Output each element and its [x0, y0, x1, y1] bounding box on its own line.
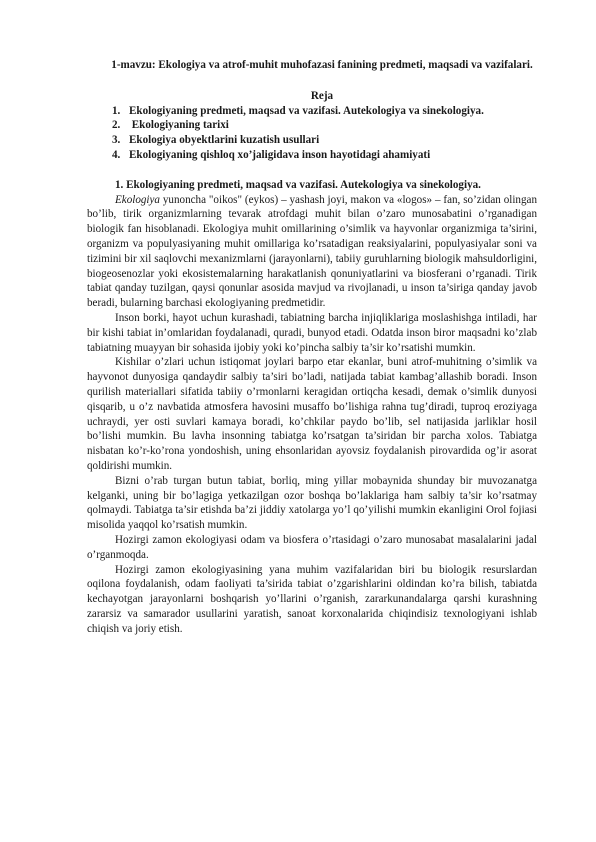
paragraph-text: yunoncha "oikos" (eykos) – yashash joyi, makon va «logos» – fan, so’zidan olingan bo’lib, tirik organizmlarning tevarak atrofdagi muhit bilan o’zaro munosabatini o’rganadigan biologik fan hisoblanadi. Ekologiya muhit omillarining o’simlik va hayvonlar organizmiga ta’sirini, organizm va populyasiyaning muhit omillariga ko’rsatadigan reaksiyalarini, populyasiyalar soni va tizimini bir xil saqlovchi mexanizmlarni (jarayonlarni), tabiiy guruhlarning biologik mahsuldorligini, biogeosenozlar yoki ekosistemalarning harakatlanish qonuniyatlarini va biosferani o’rganadi. Tirik tabiat qanday tuzilgan, qaysi qonunlar asosida mavjud va rivojlanadi, u inson ta’siriga qanday javob beradi, bularning barchasi ekologiyaning predmetidir. [87, 193, 537, 310]
paragraph: Hozirgi zamon ekologiyasining yana muhim vazifalaridan biri bu biologik resurslardan oqilona foydalanish, odam faoliyati ta’sirida tabiat o’zgarishlarini oldindan ko’ra bilish, tabiatda kechayotgan jarayonlarni boshqarish yo’llarini o’rganish, zararkunandalarga qarshi kurashning zararsiz va samarador usullarini yaratish, sanoat korxonalarida chiqindisiz texnologiyani ishlab chiqish va joriy etish. [87, 563, 537, 635]
paragraph: Bizni o’rab turgan butun tabiat, borliq, ming yillar mobaynida shunday bir muvozanatga kelganki, uning bir bo’lagiga yetkazilgan ozor boshqa bo’laklariga ham salbiy ta’sir ko’rsatmay qolmaydi. Tabiatga ta’sir etishda ba’zi jiddiy xatolarga yo’l qo’yilishi mumkin ekanligini Orol fojiasi misolida yaqqol ko’rsatish mumkin. [87, 474, 537, 532]
plan-item-number: 2. [112, 119, 121, 132]
plan-item-text: Ekologiyaning qishloq xo’jaligidava inson hayotidagi ahamiyati [129, 148, 431, 161]
plan-item [112, 133, 537, 148]
document-page [87, 58, 537, 636]
plan-item [112, 118, 537, 133]
paragraph: Kishilar o’zlari uchun istiqomat joylari barpo etar ekanlar, buni atrof-muhitning o’simlik va hayvonot dunyosiga qandaydir salbiy ta’siri bo’ladi, natijada tabiat kambag’allashib boradi. Inson qurilish materiallari sifatida tabiiy o’rmonlarni keragidan ortiqcha kesadi, demak o’simlik dunyosi qisqarib, u o’z navbatida atmosfera havosini musaffo bo’lishiga rahna tug’diradi, tuproq eroziyaga uchraydi, yer osti suvlari kamaya boradi, ko’chkilar paydo bo’lib, sel natijasida jarliklar hosil bo’lishi mumkin. Bu lavha insonning tabiatga ko’rsatgan ta’siridan bir parcha xolos. Tabiatga nisbatan ko’r-ko’rona yondoshish, uning ehsonlaridan ayovsiz foydalanish pirovardida og’ir asorat qoldirishi mumkin. [87, 356, 537, 472]
plan-list [87, 104, 537, 163]
paragraph: Hozirgi zamon ekologiyasi odam va biosfera o’rtasidagi o’zaro munosabat masalalarini jadal o’rganmoqda. [87, 533, 537, 561]
plan-item-number: 1. [112, 104, 121, 117]
plan-item-number: 4. [112, 148, 121, 161]
plan-item [112, 148, 537, 163]
paragraph: Inson borki, hayot uchun kurashadi, tabiatning barcha injiqliklariga moslashishga intiladi, har bir kishi tabiat in’omlaridan foydalanadi, quradi, bunyod etadi. Odatda inson biror maqsadni ko’zlab tabiatning muayyan bir sohasida ijobiy yoki ko’pincha salbiy ta’sir ko’rsatishi mumkin. [87, 311, 537, 354]
plan-heading: Reja [310, 89, 334, 102]
plan-item-text: Ekologiyaning tarixi [129, 119, 229, 132]
document-title: 1-mavzu: Ekologiya va atrof-muhit muhofazasi fanining predmeti, maqsadi va vazifalari. [111, 59, 533, 71]
plan-item-text: Ekologiya obyektlarini kuzatish usullari [129, 134, 320, 147]
plan-item-number: 3. [112, 134, 121, 147]
defined-term: Ekologiya [115, 193, 160, 206]
paragraph-definition [87, 193, 537, 311]
section-heading: 1. Ekologiyaning predmeti, maqsad va vazifasi. Autekologiya va sinekologiya. [115, 178, 481, 191]
plan-item-text: Ekologiyaning predmeti, maqsad va vazifasi. Autekologiya va sinekologiya. [129, 104, 484, 117]
plan-item [112, 104, 537, 119]
